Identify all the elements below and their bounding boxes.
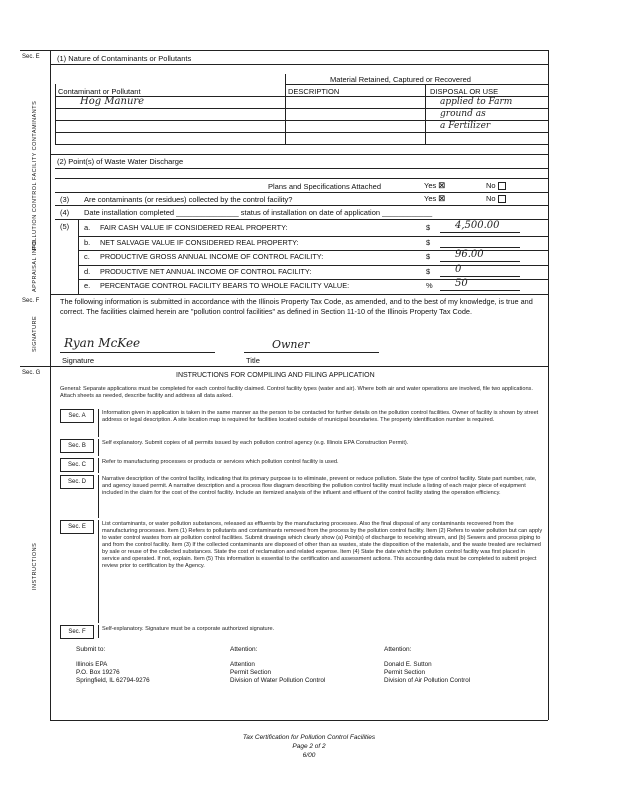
col-disposal: DISPOSAL OR USE: [430, 87, 499, 96]
value-row-letter: b.: [84, 237, 91, 247]
section-g-label: Sec. G: [22, 370, 41, 376]
material-header: Material Retained, Captured or Recovered: [330, 75, 471, 84]
section-e-side-label-2: APPRAISAL INFO: [32, 239, 38, 292]
q5-num: (5): [60, 222, 70, 231]
submit-line: Permit Section: [230, 669, 271, 676]
section-f-side-label: SIGNATURE: [32, 315, 38, 352]
plans-no[interactable]: No: [486, 181, 506, 190]
instruction-text: Refer to manufacturing processes or products or services which pollution control facility is used.: [102, 459, 339, 465]
plans-label: Plans and Specifications Attached: [268, 182, 381, 191]
instruction-sec-label: Sec. D: [60, 475, 94, 489]
title-label: Title: [246, 356, 260, 365]
instruction-sec-label: Sec. A: [60, 409, 94, 423]
value-row-text: PERCENTAGE CONTROL FACILITY BEARS TO WHOLE FACILITY VALUE:: [100, 281, 350, 290]
instruction-text: Self explanatory. Submit copies of all permits issued by each pollution control agency (e.g. Illinois EPA Construction Permit).: [102, 440, 409, 446]
section-e-side-label: POLLUTION CONTROL FACILITY CONTAMINANTS: [32, 100, 38, 250]
q3-label: Are contaminants (or residues) collected by the control facility?: [84, 195, 293, 204]
instructions-heading: INSTRUCTIONS FOR COMPILING AND FILING APPLICATION: [176, 372, 375, 379]
col-description: DESCRIPTION: [288, 87, 340, 96]
value-row-letter: c.: [84, 252, 90, 261]
q3-num: (3): [60, 195, 70, 204]
hand-disposal-2: ground as: [440, 109, 486, 119]
instruction-text: Information given in application is taken in the same manner as the person to be contacted for further details on the pollution control facilities. Owner of facility is shown by street address or legal description. A site location map is required for facilities located outside of municipal boundaries. The property identification number is required.: [102, 410, 539, 423]
hand-disposal-3: a Fertilizer: [440, 121, 491, 131]
hand-disposal-1: applied to Farm: [440, 97, 513, 107]
footer-date: 6/00: [302, 752, 316, 759]
submit-line: Donald E. Sutton: [384, 661, 432, 668]
q1-label: (1) Nature of Contaminants or Pollutants: [57, 54, 192, 63]
submit-line: Springfield, IL 62794-9276: [76, 677, 150, 684]
certification-text: The following information is submitted in accordance with the Illinois Property Tax Code, as amended, and to the best of my knowledge, is true and correct. The facilities claimed herein are "pollution control facilities" as defined in Section 11-10 of the Illinois Property Tax Code.: [60, 297, 533, 316]
value-row-unit: $: [426, 252, 431, 261]
submit-line: Division of Water Pollution Control: [230, 677, 326, 684]
value-row-unit: $: [426, 237, 431, 247]
plans-yes[interactable]: Yes ☒: [424, 181, 446, 190]
instruction-text: Narrative description of the control facility, indicating that its primary purpose is to eliminate, prevent or reduce pollution. State the type of control facility. State part number, rate, and agency issued permit. A narrative description and a process flow diagram describing the pollution control facility must include a listing of each major piece of equipment included in the claim for the cost of the control facility. Include an itemized analysis of the influent and effluent of the control facility stating the operation efficiency.: [102, 476, 537, 496]
hand-title: Owner: [272, 338, 310, 351]
signature-label: Signature: [62, 356, 95, 365]
submit-head: Attention:: [230, 646, 258, 653]
submit-line: Illinois EPA: [76, 661, 108, 668]
q3-no[interactable]: No: [486, 194, 506, 203]
value-row-unit: %: [426, 281, 433, 290]
instruction-sec-label: Sec. B: [60, 439, 94, 453]
value-row-amount[interactable]: 50: [455, 278, 468, 289]
instruction-text: Self-explanatory. Signature must be a corporate authorized signature.: [102, 626, 275, 632]
section-f-label: Sec. F: [22, 298, 40, 304]
value-row-amount[interactable]: 0: [455, 263, 462, 275]
submit-line: Attention: [230, 661, 255, 668]
footer-title: Tax Certification for Pollution Control Facilities: [242, 734, 376, 741]
value-row-unit: $: [426, 223, 431, 232]
q3-yes[interactable]: Yes ☒: [424, 194, 446, 203]
instruction-text: List contaminants, or water pollution substances, released as effluents by the manufacturing processes. Also the final disposal of any contaminants recovered from the manufacturing processes. Item (1) Refers to pollutants and contaminants removed from the process by the pollution control facility. Item (2) Refers to water pollution but can apply to water control wastes from air pollution control facilities. Submit drawings which clearly show (a) Point(s) of discharge to receiving stream, and (b) Sewers and process piping to and from the control facility. Item (3) If the collected contaminants are disposed of other than as wastes, state the disposition of the materials, and the waste treated are reclaimed by sale or reuse of the collected substances. State the cost of reclamation and related expense. Item (4) State the date which the pollution control facility was first placed in service and operated. If not, explain. Item (5) This information is essential to the certification and assessment actions. This accounting data must be completed to submit project review prior to certification by the Agency.: [102, 521, 543, 569]
q4-num: (4): [60, 208, 70, 217]
value-row-text: NET SALVAGE VALUE IF CONSIDERED REAL PROPERTY:: [100, 237, 299, 247]
submit-head: Submit to:: [76, 646, 106, 653]
general-instructions: General: Separate applications must be completed for each control facility claimed. Control facility types (water and air). Where both air and water operations are involved, file two applications. Attach sheets as needed, describe facility and address all data asked.: [60, 386, 533, 399]
hand-contaminant: Hog Manure: [80, 96, 145, 107]
submit-line: P.O. Box 19276: [76, 669, 120, 676]
value-row-text: PRODUCTIVE GROSS ANNUAL INCOME OF CONTROL FACILITY:: [100, 252, 324, 261]
value-row-letter: d.: [84, 266, 91, 276]
instruction-sec-label: Sec. F: [60, 625, 94, 639]
value-row-letter: e.: [84, 281, 91, 290]
value-row-text: PRODUCTIVE NET ANNUAL INCOME OF CONTROL FACILITY:: [100, 266, 312, 276]
instruction-sec-label: Sec. E: [60, 520, 94, 534]
q2-label: (2) Point(s) of Waste Water Discharge: [57, 157, 184, 166]
section-g-side-label: INSTRUCTIONS: [32, 542, 38, 590]
value-row-unit: $: [426, 266, 431, 276]
value-row-amount[interactable]: 4,500.00: [455, 220, 500, 231]
footer-page: Page 2 of 2: [292, 743, 326, 750]
instruction-sec-label: Sec. C: [60, 458, 94, 472]
submit-line: Permit Section: [384, 669, 425, 676]
col-contaminant: Contaminant or Pollutant: [58, 87, 141, 96]
value-row-amount[interactable]: 96.00: [455, 249, 484, 260]
submit-line: Division of Air Pollution Control: [384, 677, 471, 684]
q4-label: Date installation completed _______________ status of installation on date of application ____________: [84, 208, 433, 217]
submit-head: Attention:: [384, 646, 412, 653]
value-row-letter: a.: [84, 223, 91, 232]
value-row-text: FAIR CASH VALUE IF CONSIDERED REAL PROPERTY:: [100, 223, 288, 232]
section-e-label: Sec. E: [22, 54, 40, 60]
hand-signature: Ryan McKee: [64, 336, 141, 350]
